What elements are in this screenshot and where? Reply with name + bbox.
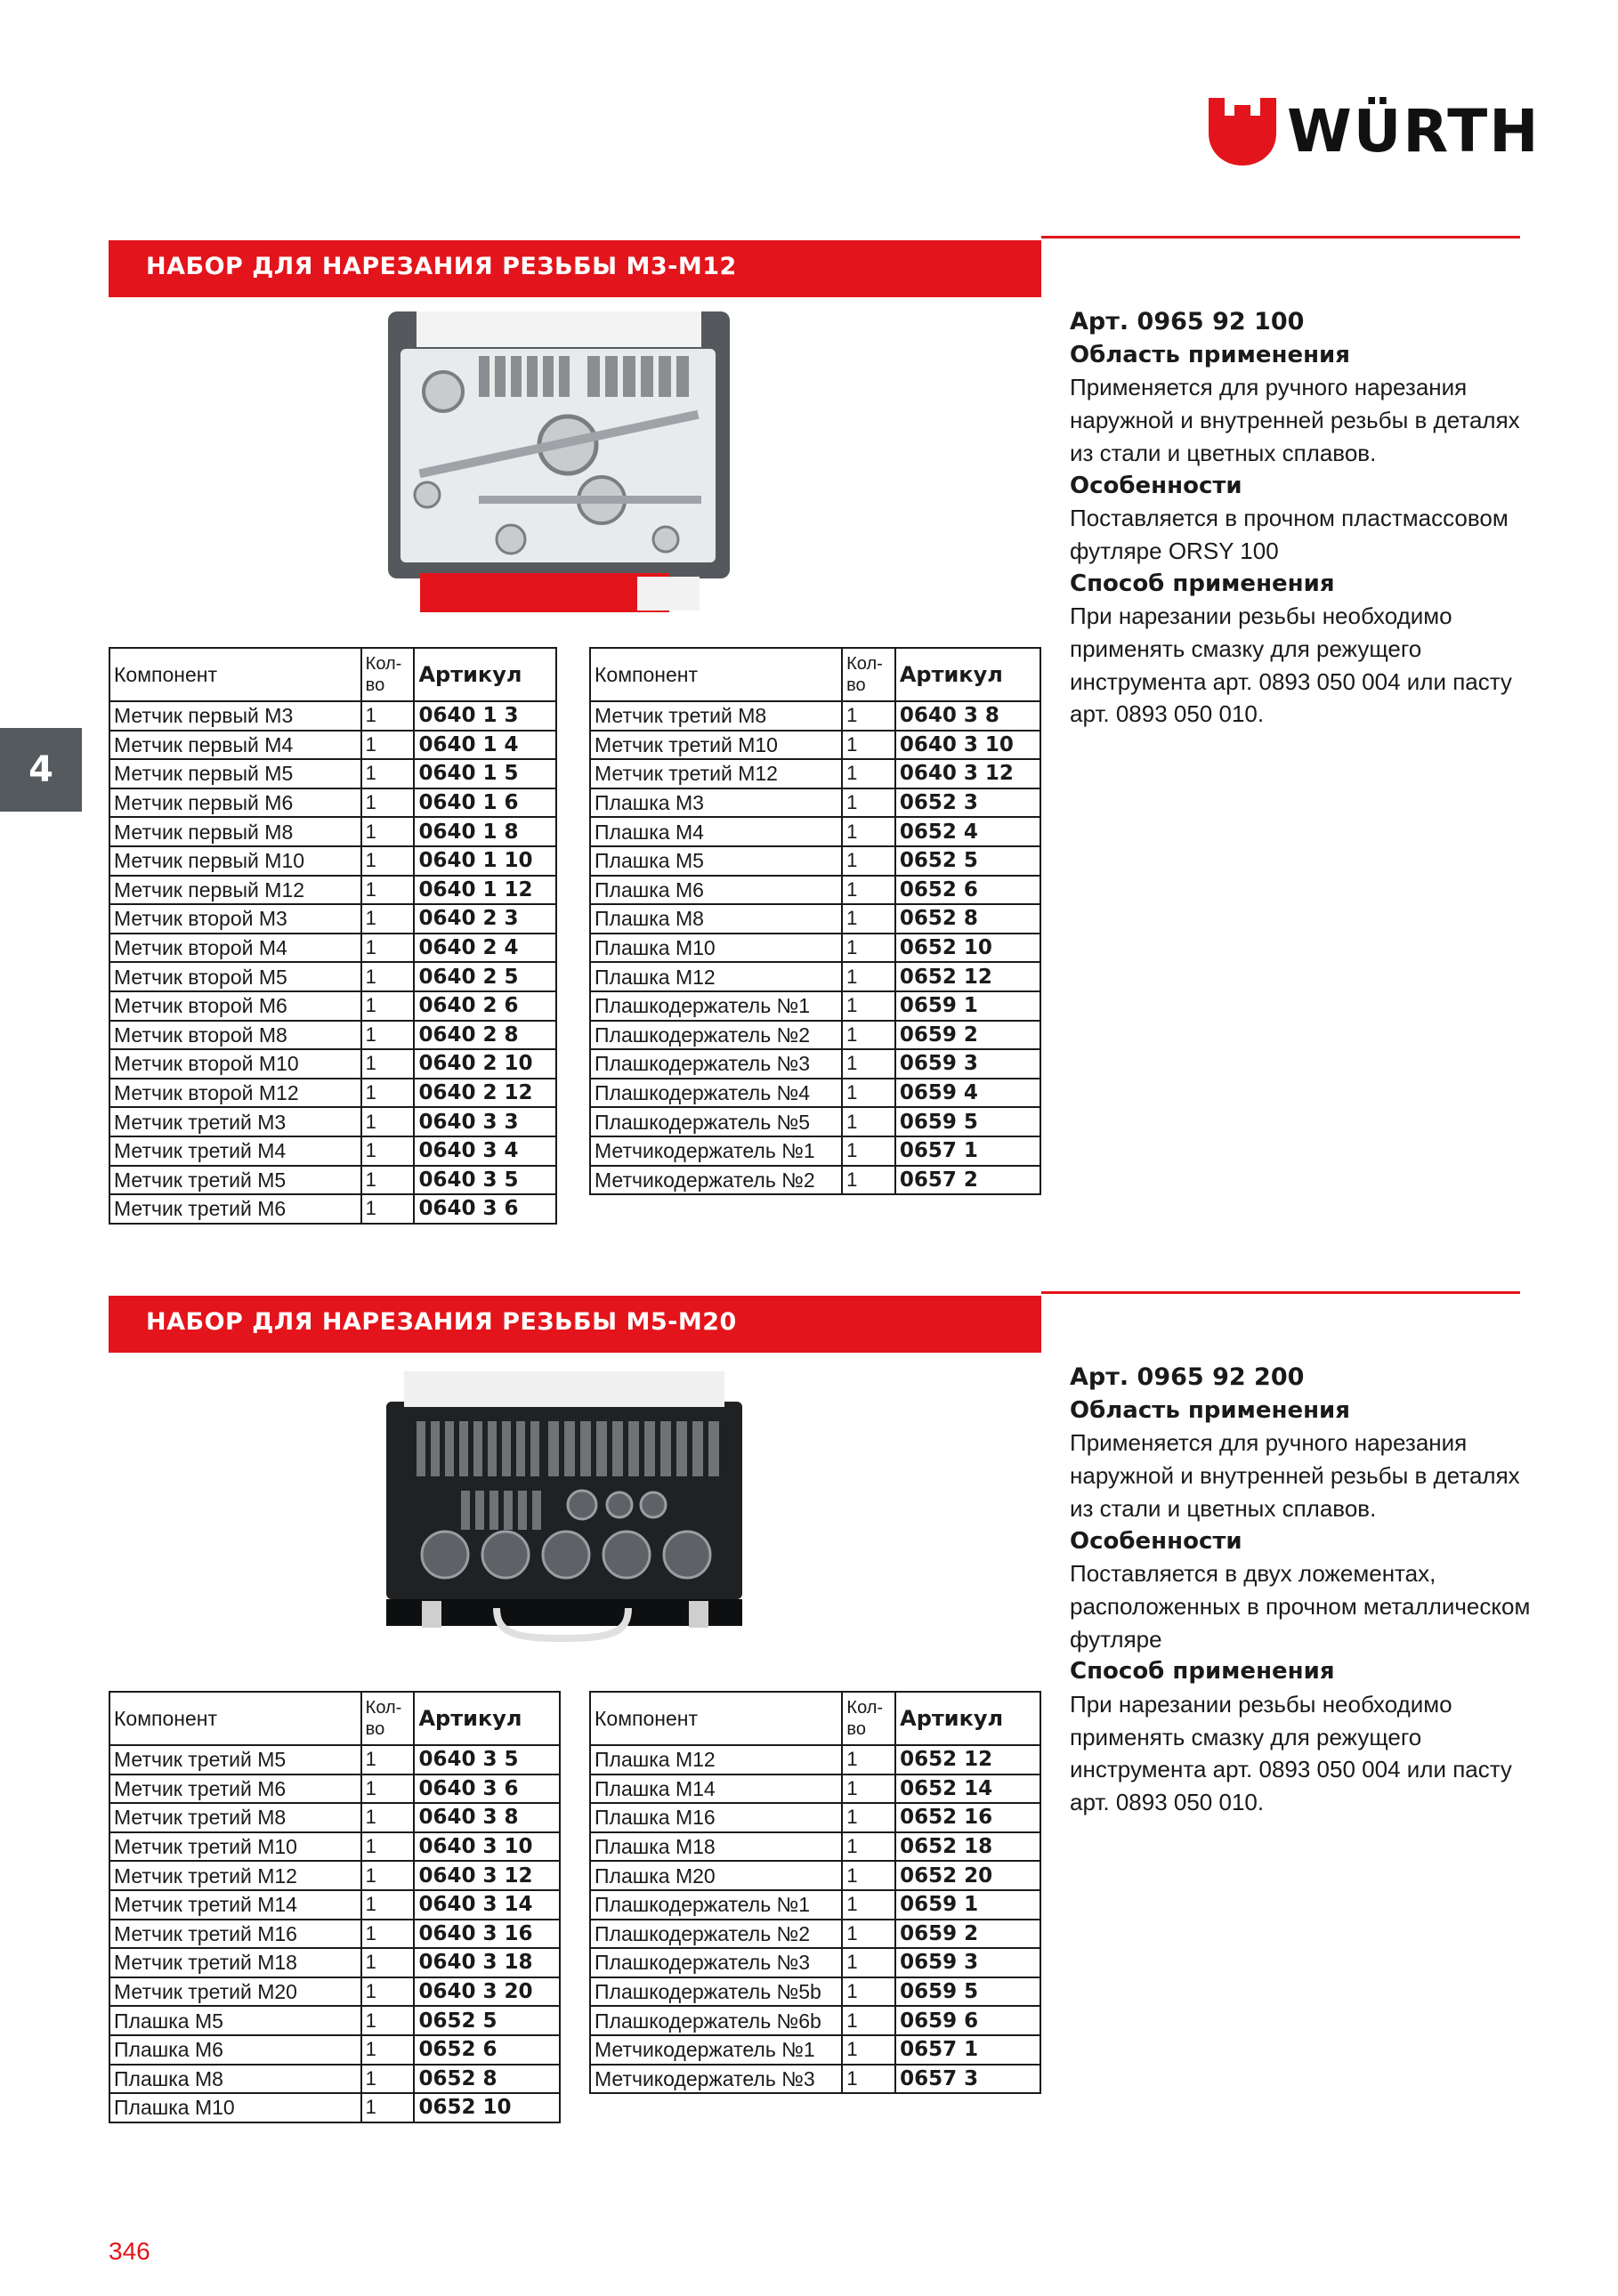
component-cell: Метчик третий М16 [109, 1920, 361, 1949]
col-qty-header: Кол-во [361, 1692, 415, 1745]
qty-cell: 1 [842, 1079, 895, 1108]
table-row [109, 1745, 560, 1775]
features-text: Поставляется в прочном пластмассовом футляре ORSY 100 [1070, 505, 1509, 564]
qty-cell: 1 [842, 788, 895, 818]
col-qty-header: Кол-во [842, 1692, 895, 1745]
article-cell: 0640 1 6 [414, 788, 556, 818]
col-component-header: Компонент [590, 648, 842, 701]
qty-cell: 1 [842, 1136, 895, 1166]
component-cell: Метчик второй М3 [109, 904, 361, 934]
table-row [109, 1803, 560, 1832]
article-cell: 0657 1 [895, 1136, 1040, 1166]
article-cell: 0640 3 4 [414, 1136, 556, 1166]
qty-cell: 1 [842, 1920, 895, 1949]
component-cell: Плашка М8 [109, 2065, 361, 2094]
qty-cell: 1 [361, 1803, 415, 1832]
article-cell: 0657 3 [895, 2065, 1040, 2094]
article-cell: 0640 2 6 [414, 991, 556, 1021]
col-article-header: Артикул [414, 648, 556, 701]
qty-cell: 1 [842, 1745, 895, 1775]
table-row [109, 934, 556, 963]
article-cell: 0659 1 [895, 1890, 1040, 1920]
article-cell: 0640 1 3 [414, 701, 556, 731]
col-qty-header: Кол-во [842, 648, 895, 701]
table-row [590, 1861, 1040, 1890]
features-text: Поставляется в двух ложементах, расположенных в прочном металлическом футляре [1070, 1560, 1531, 1653]
application-text: Применяется для ручного нарезания наружной и внутренней резьбы в деталях из стали и цветных сплавов. [1070, 1429, 1520, 1522]
table-row [590, 1166, 1040, 1195]
qty-cell: 1 [361, 1079, 415, 1108]
table-row [590, 817, 1040, 846]
qty-cell: 1 [361, 788, 415, 818]
qty-cell: 1 [842, 1775, 895, 1804]
component-cell: Метчик третий М6 [109, 1775, 361, 1804]
table-row [590, 1049, 1040, 1079]
article-cell: 0640 3 6 [414, 1194, 556, 1224]
qty-cell: 1 [842, 876, 895, 905]
features-heading: Особенности [1070, 1527, 1242, 1555]
qty-cell: 1 [361, 759, 415, 788]
article-cell: 0652 6 [895, 876, 1040, 905]
qty-cell: 1 [361, 904, 415, 934]
component-cell: Метчик первый М8 [109, 817, 361, 846]
qty-cell: 1 [361, 2093, 415, 2122]
component-cell: Метчик первый М6 [109, 788, 361, 818]
table-row [590, 1890, 1040, 1920]
table-row [109, 904, 556, 934]
qty-cell: 1 [361, 2006, 415, 2035]
article-cell: 0640 3 16 [414, 1920, 560, 1949]
qty-cell: 1 [361, 1861, 415, 1890]
article-cell: 0652 14 [895, 1775, 1040, 1804]
product-photo-metal-case [363, 1366, 758, 1660]
col-article-header: Артикул [895, 1692, 1040, 1745]
article-cell: 0659 2 [895, 1021, 1040, 1050]
component-cell: Плашкодержатель №3 [590, 1948, 842, 1977]
section-banner [109, 1296, 1041, 1353]
table-row [109, 817, 556, 846]
qty-cell: 1 [361, 1021, 415, 1050]
article-cell: 0640 3 12 [414, 1861, 560, 1890]
qty-cell: 1 [361, 1049, 415, 1079]
application-text: Применяется для ручного нарезания наружной и внутренней резьбы в деталях из стали и цветных сплавов. [1070, 374, 1520, 466]
article-cell: 0640 2 8 [414, 1021, 556, 1050]
article-cell: 0640 3 10 [414, 1832, 560, 1862]
article-cell: 0652 12 [895, 962, 1040, 991]
qty-cell: 1 [842, 759, 895, 788]
article-cell: 0659 2 [895, 1920, 1040, 1949]
article-cell: 0640 1 8 [414, 817, 556, 846]
article-cell: 0652 18 [895, 1832, 1040, 1862]
table-row [590, 2035, 1040, 2065]
product-photo-plastic-case [381, 306, 737, 619]
brand-name: WÜRTH [1287, 97, 1541, 166]
article-cell: 0652 12 [895, 1745, 1040, 1775]
component-cell: Плашкодержатель №1 [590, 991, 842, 1021]
col-qty-header: Кол-во [361, 648, 415, 701]
component-cell: Плашка М20 [590, 1861, 842, 1890]
article-number: Арт. 0965 92 100 [1070, 308, 1305, 336]
article-cell: 0640 2 4 [414, 934, 556, 963]
qty-cell: 1 [361, 846, 415, 876]
article-cell: 0640 1 10 [414, 846, 556, 876]
table-row [109, 2006, 560, 2035]
component-cell: Метчик третий М14 [109, 1890, 361, 1920]
table-row [109, 1920, 560, 1949]
table-row [109, 962, 556, 991]
qty-cell: 1 [842, 817, 895, 846]
component-cell: Метчикодержатель №1 [590, 1136, 842, 1166]
section-banner [109, 240, 1041, 297]
qty-cell: 1 [842, 701, 895, 731]
article-cell: 0640 3 5 [414, 1166, 556, 1195]
table-row [109, 1775, 560, 1804]
article-cell: 0659 3 [895, 1948, 1040, 1977]
qty-cell: 1 [361, 1977, 415, 2007]
table-row [590, 2065, 1040, 2094]
article-cell: 0640 1 4 [414, 731, 556, 760]
article-cell: 0659 1 [895, 991, 1040, 1021]
article-cell: 0640 1 12 [414, 876, 556, 905]
table-row [590, 846, 1040, 876]
component-cell: Плашкодержатель №4 [590, 1079, 842, 1108]
article-cell: 0640 3 14 [414, 1890, 560, 1920]
component-cell: Плашка М5 [590, 846, 842, 876]
qty-cell: 1 [361, 731, 415, 760]
chapter-tab: 4 [0, 728, 82, 812]
article-cell: 0652 8 [414, 2065, 560, 2094]
usage-text: При нарезании резьбы необходимо применять смазку для режущего инструмента арт. 0893 050 004 или пасту арт. 0893 050 010. [1070, 1691, 1512, 1816]
qty-cell: 1 [361, 701, 415, 731]
table-row [109, 1832, 560, 1862]
col-component-header: Компонент [590, 1692, 842, 1745]
component-cell: Метчик третий М8 [590, 701, 842, 731]
article-cell: 0640 3 6 [414, 1775, 560, 1804]
product-info-2 [1070, 1362, 1533, 1819]
table-row [109, 2093, 560, 2122]
component-cell: Плашка М10 [109, 2093, 361, 2122]
article-cell: 0652 8 [895, 904, 1040, 934]
component-cell: Плашка М14 [590, 1775, 842, 1804]
table-row [109, 759, 556, 788]
table-row [109, 876, 556, 905]
component-cell: Метчик третий М12 [590, 759, 842, 788]
component-cell: Плашка М10 [590, 934, 842, 963]
qty-cell: 1 [842, 1021, 895, 1050]
table-row [109, 788, 556, 818]
component-cell: Метчик первый М10 [109, 846, 361, 876]
article-cell: 0652 20 [895, 1861, 1040, 1890]
component-cell: Плашка М18 [590, 1832, 842, 1862]
table-row [109, 1890, 560, 1920]
section-rule [1041, 236, 1520, 238]
component-cell: Плашка М16 [590, 1803, 842, 1832]
table-row [109, 846, 556, 876]
qty-cell: 1 [842, 1107, 895, 1136]
component-cell: Метчик второй М6 [109, 991, 361, 1021]
qty-cell: 1 [361, 876, 415, 905]
qty-cell: 1 [361, 1948, 415, 1977]
article-cell: 0640 2 10 [414, 1049, 556, 1079]
component-cell: Плашкодержатель №5b [590, 1977, 842, 2007]
article-cell: 0640 2 12 [414, 1079, 556, 1108]
article-cell: 0640 2 5 [414, 962, 556, 991]
article-cell: 0659 3 [895, 1049, 1040, 1079]
component-cell: Метчикодержатель №2 [590, 1166, 842, 1195]
table-row [590, 1745, 1040, 1775]
qty-cell: 1 [361, 817, 415, 846]
component-cell: Метчик второй М5 [109, 962, 361, 991]
table-row [109, 701, 556, 731]
table-row [590, 731, 1040, 760]
table-row [109, 1136, 556, 1166]
qty-cell: 1 [842, 962, 895, 991]
component-cell: Метчик третий М4 [109, 1136, 361, 1166]
component-cell: Метчик третий М12 [109, 1861, 361, 1890]
application-heading: Область применения [1070, 1396, 1350, 1424]
article-cell: 0659 5 [895, 1977, 1040, 2007]
usage-heading: Способ применения [1070, 1658, 1335, 1686]
qty-cell: 1 [842, 1803, 895, 1832]
section-rule [1041, 1291, 1520, 1294]
qty-cell: 1 [842, 1861, 895, 1890]
col-article-header: Артикул [414, 1692, 560, 1745]
component-cell: Метчик третий М5 [109, 1166, 361, 1195]
table-header-row [590, 1692, 1040, 1745]
qty-cell: 1 [361, 2065, 415, 2094]
product-info-1 [1070, 306, 1533, 731]
qty-cell: 1 [361, 962, 415, 991]
wurth-logo-icon [1209, 98, 1276, 166]
parts-table-left-1 [109, 647, 557, 1225]
qty-cell: 1 [361, 934, 415, 963]
article-cell: 0657 2 [895, 1166, 1040, 1195]
qty-cell: 1 [842, 1049, 895, 1079]
component-cell: Метчик третий М6 [109, 1194, 361, 1224]
section-title: НАБОР ДЛЯ НАРЕЗАНИЯ РЕЗЬБЫ М3-М12 [146, 253, 737, 280]
table-row [590, 1803, 1040, 1832]
parts-table-left-2 [109, 1691, 561, 2123]
page-number: 346 [109, 2237, 150, 2265]
component-cell: Метчикодержатель №3 [590, 2065, 842, 2094]
article-cell: 0652 10 [895, 934, 1040, 963]
qty-cell: 1 [842, 1948, 895, 1977]
component-cell: Метчик третий М10 [109, 1832, 361, 1862]
table-row [109, 1079, 556, 1108]
article-cell: 0659 6 [895, 2006, 1040, 2035]
table-row [109, 1977, 560, 2007]
component-cell: Метчикодержатель №1 [590, 2035, 842, 2065]
component-cell: Плашкодержатель №3 [590, 1049, 842, 1079]
component-cell: Метчик второй М8 [109, 1021, 361, 1050]
table-row [590, 991, 1040, 1021]
table-row [109, 1948, 560, 1977]
table-row [109, 2035, 560, 2065]
component-cell: Плашка М6 [109, 2035, 361, 2065]
article-cell: 0659 5 [895, 1107, 1040, 1136]
table-row [109, 731, 556, 760]
col-article-header: Артикул [895, 648, 1040, 701]
qty-cell: 1 [842, 934, 895, 963]
qty-cell: 1 [842, 1832, 895, 1862]
table-row [590, 1079, 1040, 1108]
article-cell: 0640 2 3 [414, 904, 556, 934]
qty-cell: 1 [842, 2006, 895, 2035]
table-row [590, 962, 1040, 991]
table-row [109, 1166, 556, 1195]
table-header-row [590, 648, 1040, 701]
component-cell: Метчик первый М4 [109, 731, 361, 760]
table-row [590, 1021, 1040, 1050]
component-cell: Метчик второй М12 [109, 1079, 361, 1108]
component-cell: Плашка М4 [590, 817, 842, 846]
article-cell: 0652 4 [895, 817, 1040, 846]
qty-cell: 1 [361, 1775, 415, 1804]
table-row [109, 1049, 556, 1079]
table-row [590, 934, 1040, 963]
table-row [590, 701, 1040, 731]
component-cell: Плашкодержатель №2 [590, 1920, 842, 1949]
component-cell: Плашкодержатель №6b [590, 2006, 842, 2035]
qty-cell: 1 [842, 991, 895, 1021]
article-cell: 0640 3 5 [414, 1745, 560, 1775]
component-cell: Плашкодержатель №2 [590, 1021, 842, 1050]
component-cell: Метчик третий М10 [590, 731, 842, 760]
application-heading: Область применения [1070, 341, 1350, 368]
article-number: Арт. 0965 92 200 [1070, 1363, 1305, 1391]
table-row [109, 1861, 560, 1890]
article-cell: 0640 3 20 [414, 1977, 560, 2007]
table-row [590, 759, 1040, 788]
article-cell: 0652 3 [895, 788, 1040, 818]
component-cell: Метчик третий М5 [109, 1745, 361, 1775]
qty-cell: 1 [842, 846, 895, 876]
table-row [590, 1920, 1040, 1949]
table-row [109, 1194, 556, 1224]
component-cell: Плашкодержатель №1 [590, 1890, 842, 1920]
table-header-row [109, 648, 556, 701]
table-row [109, 1107, 556, 1136]
qty-cell: 1 [842, 904, 895, 934]
article-cell: 0652 10 [414, 2093, 560, 2122]
qty-cell: 1 [842, 1977, 895, 2007]
table-row [590, 2006, 1040, 2035]
usage-heading: Способ применения [1070, 570, 1335, 597]
qty-cell: 1 [361, 1745, 415, 1775]
component-cell: Метчик первый М12 [109, 876, 361, 905]
component-cell: Метчик третий М8 [109, 1803, 361, 1832]
component-cell: Плашка М8 [590, 904, 842, 934]
component-cell: Метчик третий М18 [109, 1948, 361, 1977]
article-cell: 0657 1 [895, 2035, 1040, 2065]
table-row [590, 1948, 1040, 1977]
parts-table-right-1 [589, 647, 1041, 1195]
table-row [590, 1832, 1040, 1862]
features-heading: Особенности [1070, 472, 1242, 499]
component-cell: Метчик первый М5 [109, 759, 361, 788]
component-cell: Плашка М12 [590, 962, 842, 991]
qty-cell: 1 [842, 2065, 895, 2094]
article-cell: 0640 3 3 [414, 1107, 556, 1136]
component-cell: Плашкодержатель №5 [590, 1107, 842, 1136]
col-component-header: Компонент [109, 1692, 361, 1745]
component-cell: Метчик первый М3 [109, 701, 361, 731]
qty-cell: 1 [361, 1890, 415, 1920]
component-cell: Метчик второй М4 [109, 934, 361, 963]
article-cell: 0640 3 18 [414, 1948, 560, 1977]
article-cell: 0652 5 [895, 846, 1040, 876]
article-cell: 0652 6 [414, 2035, 560, 2065]
component-cell: Метчик третий М20 [109, 1977, 361, 2007]
component-cell: Метчик второй М10 [109, 1049, 361, 1079]
table-row [109, 2065, 560, 2094]
usage-text: При нарезании резьбы необходимо применять смазку для режущего инструмента арт. 0893 050 004 или пасту арт. 0893 050 010. [1070, 602, 1512, 728]
article-cell: 0640 3 8 [414, 1803, 560, 1832]
qty-cell: 1 [361, 1920, 415, 1949]
qty-cell: 1 [361, 1832, 415, 1862]
table-row [590, 788, 1040, 818]
component-cell: Плашка М3 [590, 788, 842, 818]
table-row [590, 1136, 1040, 1166]
qty-cell: 1 [361, 2035, 415, 2065]
table-row [590, 904, 1040, 934]
article-cell: 0652 16 [895, 1803, 1040, 1832]
article-cell: 0640 3 10 [895, 731, 1040, 760]
qty-cell: 1 [842, 731, 895, 760]
col-component-header: Компонент [109, 648, 361, 701]
component-cell: Плашка М12 [590, 1745, 842, 1775]
qty-cell: 1 [361, 1136, 415, 1166]
qty-cell: 1 [842, 2035, 895, 2065]
component-cell: Плашка М6 [590, 876, 842, 905]
section-title: НАБОР ДЛЯ НАРЕЗАНИЯ РЕЗЬБЫ М5-М20 [146, 1308, 737, 1336]
qty-cell: 1 [361, 1107, 415, 1136]
article-cell: 0640 3 8 [895, 701, 1040, 731]
table-header-row [109, 1692, 560, 1745]
table-row [590, 876, 1040, 905]
qty-cell: 1 [361, 1166, 415, 1195]
table-row [109, 991, 556, 1021]
table-row [590, 1775, 1040, 1804]
wurth-logo [1209, 97, 1541, 166]
qty-cell: 1 [842, 1890, 895, 1920]
qty-cell: 1 [361, 991, 415, 1021]
article-cell: 0659 4 [895, 1079, 1040, 1108]
article-cell: 0652 5 [414, 2006, 560, 2035]
table-row [590, 1977, 1040, 2007]
component-cell: Метчик третий М3 [109, 1107, 361, 1136]
qty-cell: 1 [842, 1166, 895, 1195]
table-row [590, 1107, 1040, 1136]
parts-table-right-2 [589, 1691, 1041, 2094]
qty-cell: 1 [361, 1194, 415, 1224]
table-row [109, 1021, 556, 1050]
article-cell: 0640 1 5 [414, 759, 556, 788]
component-cell: Плашка М5 [109, 2006, 361, 2035]
article-cell: 0640 3 12 [895, 759, 1040, 788]
